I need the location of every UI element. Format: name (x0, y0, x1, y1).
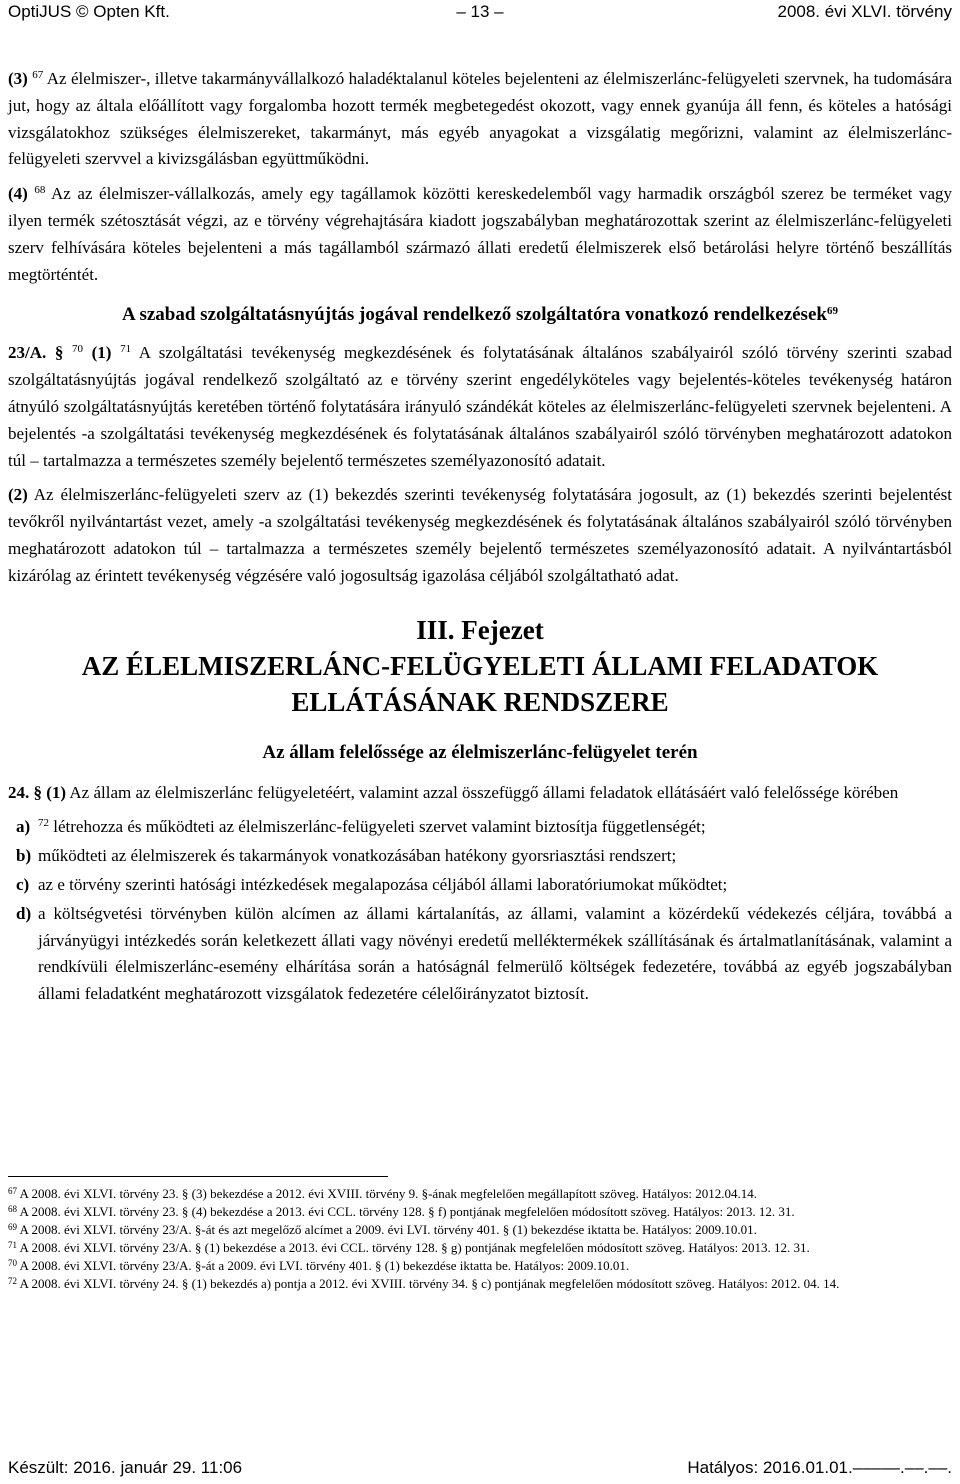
paragraph-3 (8, 66, 952, 173)
footnote-ref[interactable]: 70 (72, 343, 83, 356)
footnote-text: A 2008. évi XLVI. törvény 24. § (1) bekezdés a) pontja a 2012. évi XVIII. törvény 34. § c) pontjának megfelelően módosított szöveg. Hatályos: 2012. 04. 14. (19, 1276, 840, 1291)
paragraph-text: Az az élelmiszer-vállalkozás, amely egy tagállamok közötti kereskedelemből vagy harmadik országból szerez be terméket vagy ilyen termék szétosztását végzi, az e törvény végrehajtására kiadott jogszabályban meghatározottak szerint az élelmiszerlánc-felügyeleti szerv felhívására köteles bejelenteni a más tagállamból származó állati eredetű élelmiszerek első betárolási helyre történő beszállítás megtörténtét. (8, 184, 953, 284)
paragraph-text: Az állam az élelmiszerlánc felügyeletéért, valamint azzal összefüggő állami feladatok ellátásáért való felelőssége körében (69, 782, 899, 802)
footnote (8, 1276, 952, 1292)
section-label: 24. § (8, 782, 42, 802)
item-text: létrehozza és működteti az élelmiszerlánc-felügyeleti szervet valamint biztosítja függetlenségét; (53, 817, 706, 837)
footnote (8, 1258, 952, 1274)
section-23a-1 (8, 340, 952, 474)
footnote-number: 71 (8, 1240, 17, 1250)
footnote-number: 67 (8, 1186, 17, 1196)
document-body (8, 66, 952, 1010)
item-label: a) (16, 817, 31, 837)
section-label: 23/A. § (8, 343, 64, 363)
footnote-text: A 2008. évi XLVI. törvény 23/A. § (1) bekezdése a 2013. évi CCL. törvény 128. § g) pontjának megfelelően módosított szöveg. Hatályos: 2013. 12. 31. (19, 1240, 810, 1255)
paragraph-text: A szolgáltatási tevékenység megkezdésének és folytatásának általános szabályairól szóló törvény szerinti szabad szolgáltatásnyújtás jogával rendelkező szolgáltató az e törvény szerint engedélyköteles vagy bejelentés-köteles tevékenység határon átnyúló szolgáltatásnyújtás keretében történő folytatására irányuló szándékát köteles az élelmiszerlánc-felügyeleti szervnek bejelenteni. A bejelentés -a szolgáltatási tevékenység megkezdésének és folytatásának általános szabályairól szóló törvényben meghatározott adatokon túl – tartalmazza a természetes személy bejelentő természetes személyazonosító adatait. (8, 343, 953, 470)
item-label: b) (16, 846, 32, 866)
paragraph-label: (4) (8, 184, 28, 204)
footer-effective: Hatályos: 2016.01.01.–––––.––.––. (687, 1458, 952, 1477)
footnote-ref[interactable]: 69 (826, 305, 838, 318)
page-footer (8, 1458, 952, 1482)
footnote (8, 1204, 952, 1220)
paragraph-text: Az élelmiszer-, illetve takarmányvállalkozó haladéktalanul köteles bejelenteni az élelmiszerlánc-felügyeleti szervnek, ha tudomására jut, hogy az általa előállított vagy forgalomba hozott termék megbetegedést okozott, vagy ennek gyanúja áll fenn, és köteles a hatósági vizsgálatokhoz szükséges élelmiszereket, takarmányt, más egyéb anyagokat a vizsgálatig megőrizni, valamint az élelmiszerlánc-felügyeleti szervvel a kivizsgálásban együttműködni. (8, 69, 953, 169)
chapter-number: III. Fejezet (416, 614, 544, 645)
footnote-number: 72 (8, 1276, 17, 1286)
chapter-title: AZ ÉLELMISZERLÁNC-FELÜGYELETI ÁLLAMI FELADATOK ELLÁTÁSÁNAK RENDSZERE (81, 650, 879, 717)
footnote-text: A 2008. évi XLVI. törvény 23/A. §-át és azt megelőző alcímet a 2009. évi LVI. törvény 401. § (1) bekezdése iktatta be. Hatályos: 2009.10.01. (19, 1222, 757, 1237)
section-23a-2 (8, 482, 952, 589)
footnote-divider (8, 1176, 388, 1177)
footnote-number: 70 (8, 1258, 17, 1268)
footnote-text: A 2008. évi XLVI. törvény 23/A. §-át a 2009. évi LVI. törvény 401. § (1) bekezdése iktatta be. Hatályos: 2009.10.01. (19, 1258, 630, 1273)
subsection-heading: Az állam felelőssége az élelmiszerlánc-felügyelet terén (262, 741, 698, 763)
header-publisher: OptiJUS © Opten Kft. (8, 2, 170, 21)
footnote-number: 69 (8, 1222, 17, 1232)
chapter-heading (8, 612, 952, 720)
footnote (8, 1186, 952, 1202)
list-item (8, 814, 952, 841)
footnote-text: A 2008. évi XLVI. törvény 23. § (3) bekezdése a 2012. évi XVIII. törvény 9. §-ának megfelelően megállapított szöveg. Hatályos: 2012.04.14. (19, 1186, 757, 1201)
footnote-text: A 2008. évi XLVI. törvény 23. § (4) bekezdése a 2013. évi CCL. törvény 128. § f) pontjának megfelelően módosított szöveg. Hatályos: 2013. 12. 31. (19, 1204, 795, 1219)
paragraph-4 (8, 181, 952, 288)
paragraph-label: (2) (8, 485, 28, 505)
paragraph-label: (1) (46, 782, 67, 802)
paragraph-label: (3) (8, 69, 28, 88)
header-page-number: – 13 – (456, 2, 504, 21)
list-item (8, 843, 952, 870)
paragraph-label: (1) (91, 343, 112, 363)
item-text: az e törvény szerinti hatósági intézkedések megalapozása céljából állami laboratóriumokat működtet; (38, 874, 728, 894)
list-item (8, 872, 952, 899)
list-item (8, 901, 952, 1008)
paragraph-text: Az élelmiszerlánc-felügyeleti szerv az (1) bekezdés szerinti tevékenység folytatására jogosult, az (1) bekezdés szerinti bejelentést tevőkről nyilvántartást vezet, amely -a szolgáltatási tevékenység megkezdésének és folytatásának általános szabályairól szóló törvényben meghatározott adatokon túl – tartalmazza a természetes személy bejelentő természetes személyazonosító adatait. A nyilvántartásból kizárólag az érintett tevékenység végzésére való jogosultság igazolása céljából szolgáltatható adat. (8, 485, 952, 585)
item-text: a költségvetési törvényben külön alcímen az állami kártalanítás, az állami, valamint a közérdekű védekezés céljára, továbbá a járványügyi intézkedés során keletkezett állati vagy növényi eredetű melléktermékek szállításának és ártalmatlanításának, valamint a rendkívüli élelmiszerlánc-esemény elhárítása során a hatóságnál felmerülő költségek fedezetére, továbbá az egyéb jogszabályban állami feladatként meghatározott vizsgálatok fedezetére célelőirányzatot biztosít. (38, 903, 952, 1004)
footnote (8, 1222, 952, 1238)
footnote-ref[interactable]: 67 (32, 69, 44, 81)
item-list (8, 814, 952, 1008)
item-label: d) (16, 903, 32, 923)
footer-created: Készült: 2016. január 29. 11:06 (8, 1458, 243, 1477)
footnotes (8, 1186, 952, 1294)
section-24-1 (8, 780, 952, 807)
section-heading (8, 302, 952, 328)
item-label: c) (16, 874, 30, 894)
footnote-number: 68 (8, 1204, 17, 1214)
item-text: működteti az élelmiszerek és takarmányok vonatkozásában hatékony gyorsriasztási rendszert; (38, 846, 677, 866)
footnote-ref[interactable]: 72 (38, 817, 49, 830)
page-header (8, 2, 952, 26)
header-law-title: 2008. évi XLVI. törvény (777, 2, 952, 21)
footnote-ref[interactable]: 68 (34, 184, 46, 197)
footnote-ref[interactable]: 71 (120, 343, 132, 356)
footnote (8, 1240, 952, 1256)
section-heading-text: A szabad szolgáltatásnyújtás jogával rendelkező szolgáltatóra vonatkozó rendelkezések (122, 304, 827, 326)
